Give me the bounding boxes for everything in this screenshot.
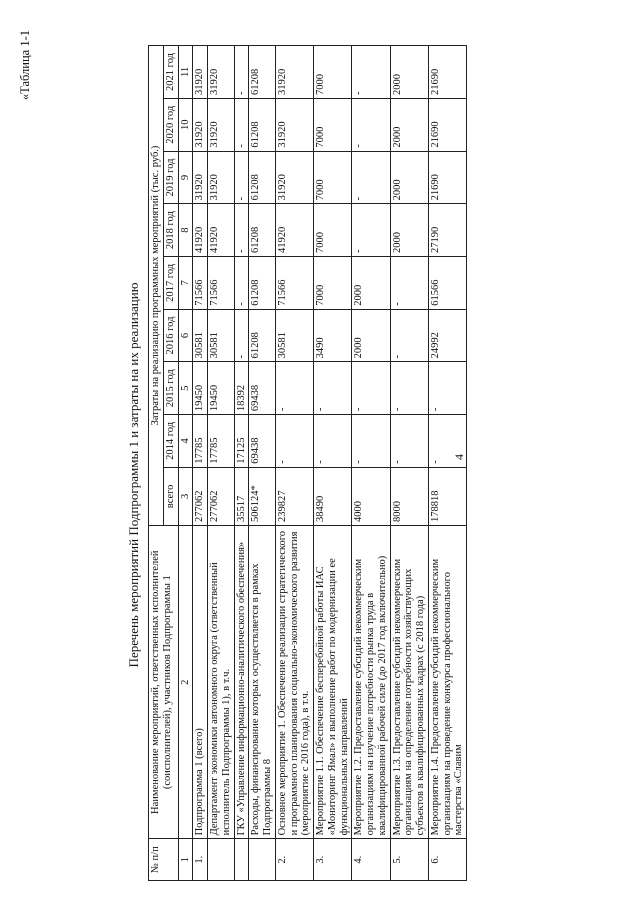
row-num: 6. [428,839,466,881]
row-year-value: - [314,362,352,415]
row-year-value: 27190 [428,204,466,257]
row-year-value: 69438 [249,415,276,468]
row-year-value: 19450 [193,362,208,415]
row-year-value: 21690 [428,151,466,204]
costs-table [148,45,467,881]
row-name: Департамент экономики автономного округа (ответственный исполнитель Подпрограммы 1), в т.ч. [208,526,235,839]
header-year: 2020 год [163,98,178,151]
row-year-value: 71566 [275,257,313,310]
row-year-value: 17785 [208,415,235,468]
table-body [193,46,467,881]
row-year-value: 69438 [249,362,276,415]
row-year-value: 61208 [249,151,276,204]
header-num: № п/п [149,839,179,881]
row-year-value: 31920 [275,151,313,204]
row-num: 1. [193,839,208,881]
row-year-value: 61208 [249,204,276,257]
row-year-value: 21690 [428,98,466,151]
row-total: 8000 [390,467,428,525]
row-year-value: - [352,98,390,151]
row-year-value: - [428,415,466,468]
row-year-value: - [314,415,352,468]
row-year-value: 2000 [352,257,390,310]
row-year-value: 31920 [275,46,313,99]
header-year: 2019 год [163,151,178,204]
row-name: Мероприятие 1.1. Обеспечение бесперебойной работы ИАС «Мониторинг Ямал» и выполнение работ по модернизации ее функциональных направлений [314,526,352,839]
row-year-value: 31920 [208,98,235,151]
row-year-value: 31920 [193,151,208,204]
row-year-value: 71566 [208,257,235,310]
row-year-value: 7000 [314,151,352,204]
table-row [390,46,428,881]
row-year-value: 2000 [390,46,428,99]
row-name: ГКУ «Управление информационно-аналитического обеспечения» [234,526,249,839]
row-name: Подпрограмма 1 (всего) [193,526,208,839]
row-year-value: 71566 [193,257,208,310]
table-row [249,46,276,881]
row-year-value: 18392 [234,362,249,415]
col-num: 4 [178,415,193,468]
row-name: Мероприятие 1.4. Предоставление субсидий некоммерческим организациям на проведение конкурса профессионального мастерства «Славим [428,526,466,839]
row-year-value: 61208 [249,257,276,310]
row-year-value: - [352,362,390,415]
row-year-value: 3490 [314,309,352,362]
row-name: Мероприятие 1.3. Предоставление субсидий некоммерческим организациям на определение потребности хозяйствующих субъектов в квалифицированных кадрах (с 2018 года) [390,526,428,839]
row-year-value: 31920 [193,46,208,99]
page-number: 4 [452,454,466,460]
row-year-value: - [390,309,428,362]
row-year-value: 2000 [390,204,428,257]
row-year-value: 61566 [428,257,466,310]
col-num: 9 [178,151,193,204]
row-year-value: - [390,257,428,310]
row-total: 277062 [208,467,235,525]
row-year-value: - [428,362,466,415]
col-num: 2 [178,526,193,839]
col-num: 5 [178,362,193,415]
row-num [249,839,276,881]
table-row [208,46,235,881]
header-year: 2018 год [163,204,178,257]
row-year-value: 31920 [208,46,235,99]
col-num: 7 [178,257,193,310]
row-year-value: 2000 [352,309,390,362]
header-row-1 [149,46,164,881]
row-year-value: 19450 [208,362,235,415]
row-year-value: - [234,309,249,362]
row-year-value: - [352,46,390,99]
row-num: 3. [314,839,352,881]
row-year-value: - [234,46,249,99]
row-year-value: 30581 [275,309,313,362]
row-year-value: 21690 [428,46,466,99]
row-num [208,839,235,881]
row-year-value: - [234,257,249,310]
row-name: Основное мероприятие 1. Обеспечение реализации стратегического и программного планирования социально-экономического развития (мероприятие с 2016 года), в т.ч. [275,526,313,839]
col-num: 11 [178,46,193,99]
row-total: 506124* [249,467,276,525]
row-year-value: - [352,415,390,468]
row-num [234,839,249,881]
table-row [428,46,466,881]
row-year-value: - [352,204,390,257]
row-year-value: 61208 [249,98,276,151]
row-year-value: 61208 [249,46,276,99]
row-num: 4. [352,839,390,881]
row-total: 4000 [352,467,390,525]
row-year-value: 7000 [314,257,352,310]
header-total: всего [163,467,178,525]
col-num: 3 [178,467,193,525]
row-year-value: 17125 [234,415,249,468]
table-reference: «Таблица 1-1 [18,30,32,101]
row-total: 178818 [428,467,466,525]
row-year-value: 7000 [314,204,352,257]
header-year: 2015 год [163,362,178,415]
row-year-value: 24992 [428,309,466,362]
header-name: Наименование мероприятий, ответственных исполнителей (соисполнителей), участников Подпрограммы 1 [149,526,179,839]
col-num: 1 [178,839,193,881]
row-name: Мероприятие 1.2. Предоставление субсидий некоммерческим организациям на изучение потребности рынка труда в квалифицированной рабочей силе (до 2017 год включительно) [352,526,390,839]
row-year-value: 61208 [249,309,276,362]
table-row [314,46,352,881]
row-year-value: 31920 [275,98,313,151]
row-year-value: - [390,415,428,468]
row-year-value: - [234,98,249,151]
row-year-value: 2000 [390,98,428,151]
row-year-value: - [234,151,249,204]
row-year-value: - [390,362,428,415]
row-year-value: 41920 [275,204,313,257]
row-total: 38490 [314,467,352,525]
column-number-row [178,46,193,881]
row-year-value: - [234,204,249,257]
col-num: 6 [178,309,193,362]
row-year-value: - [352,151,390,204]
row-name: Расходы, финансирование которых осуществляется в рамках Подпрограммы 8 [249,526,276,839]
row-total: 277062 [193,467,208,525]
row-year-value: 31920 [208,151,235,204]
row-year-value: 7000 [314,46,352,99]
col-num: 8 [178,204,193,257]
row-total: 239827 [275,467,313,525]
table-row [352,46,390,881]
row-year-value: 30581 [208,309,235,362]
header-year: 2017 год [163,257,178,310]
row-num: 2. [275,839,313,881]
header-year: 2021 год [163,46,178,99]
row-year-value: 30581 [193,309,208,362]
header-year: 2014 год [163,415,178,468]
row-year-value: - [275,362,313,415]
row-year-value: 2000 [390,151,428,204]
table-row [275,46,313,881]
header-year: 2016 год [163,309,178,362]
table-row [234,46,249,881]
row-num: 5. [390,839,428,881]
row-year-value: - [275,415,313,468]
row-year-value: 31920 [193,98,208,151]
row-year-value: 41920 [193,204,208,257]
row-year-value: 7000 [314,98,352,151]
table-row [193,46,208,881]
table-title: Перечень мероприятий Подпрограммы 1 и затраты на их реализацию [126,282,141,668]
row-year-value: 17785 [193,415,208,468]
header-costs-group: Затраты на реализацию программных мероприятий (тыс. руб.) [149,46,164,526]
row-year-value: 41920 [208,204,235,257]
row-total: 35517 [234,467,249,525]
col-num: 10 [178,98,193,151]
